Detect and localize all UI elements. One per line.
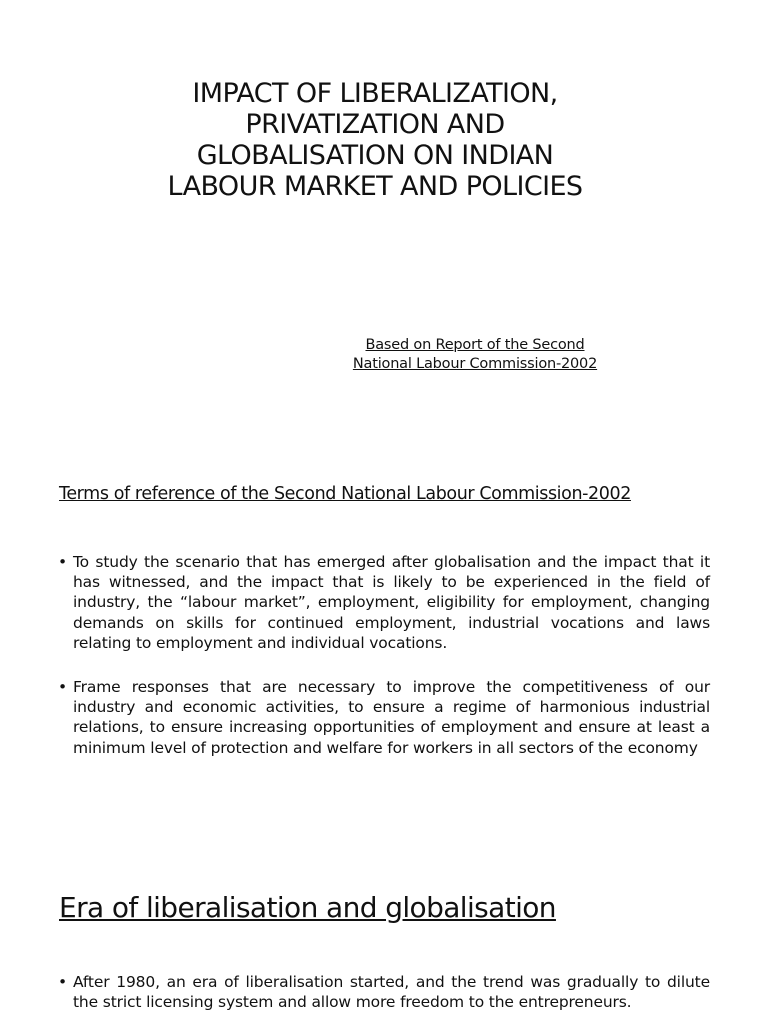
bullet-text: Frame responses that are necessary to improve the competitiveness of our industry and economic activities, to ensure a regime of harmonious industrial relations, to ensure increasing opportunities of employment and ensure at least a minimum level of protection and welfare for workers in all sectors of the economy <box>73 678 710 757</box>
bullet-icon: • <box>58 678 67 697</box>
title-line: LABOUR MARKET AND POLICIES <box>167 171 583 202</box>
subtitle-line: National Labour Commission-2002 <box>352 356 598 372</box>
terms-heading: Terms of reference of the Second National Labour Commission-2002 <box>59 484 631 504</box>
era-bullet-list <box>58 972 710 1012</box>
subtitle-line: Based on Report of the Second <box>365 337 585 353</box>
bullet-text: To study the scenario that has emerged after globalisation and the impact that it has witnessed, and the impact that is likely to be experienced in the field of industry, the “labour market”, employment, eligibility for employment, changing demands on skills for continued employment, industrial vocations and laws relating to employment and individual vocations. <box>73 553 710 652</box>
bullet-icon: • <box>58 973 67 991</box>
terms-bullet-list <box>58 552 710 758</box>
title-line: IMPACT OF LIBERALIZATION, <box>192 78 558 109</box>
title-slide <box>0 0 768 452</box>
presentation-title <box>60 78 690 202</box>
bullet-icon: • <box>58 553 67 571</box>
presentation-subtitle <box>300 336 650 374</box>
title-line: PRIVATIZATION AND <box>245 109 505 140</box>
title-line: GLOBALISATION ON INDIAN <box>196 140 554 171</box>
list-item <box>58 552 710 653</box>
list-item <box>58 677 710 758</box>
terms-of-reference-slide <box>0 452 768 852</box>
bullet-text: After 1980, an era of liberalisation started, and the trend was gradually to dilute the strict licensing system and allow more freedom to the entrepreneurs. <box>73 973 710 1012</box>
era-slide <box>0 852 768 1024</box>
era-heading: Era of liberalisation and globalisation <box>59 891 556 924</box>
list-item <box>58 972 710 1012</box>
